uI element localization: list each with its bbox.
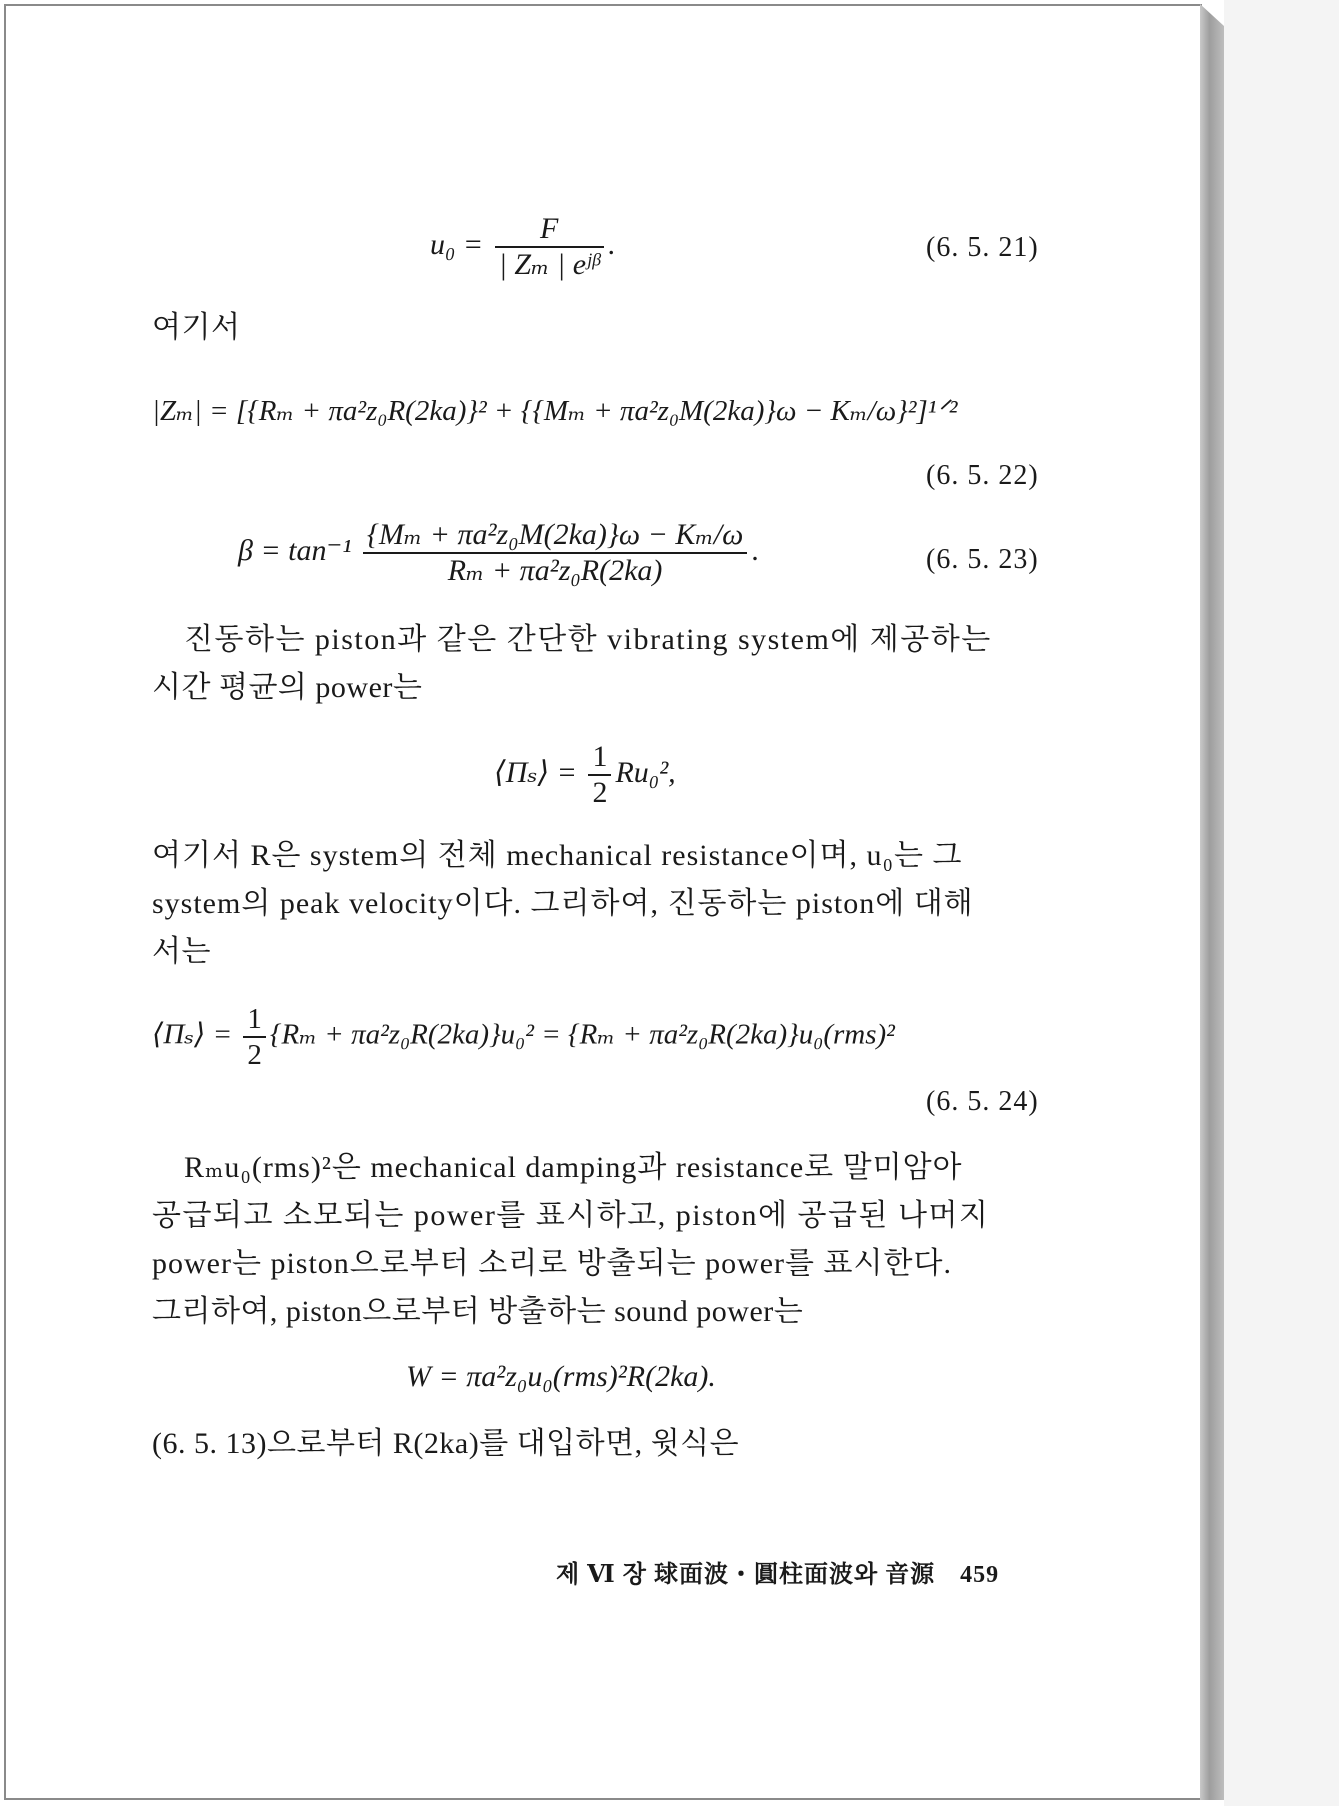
background-margin <box>1224 0 1339 1806</box>
page-edge <box>1200 4 1224 1800</box>
equation-fraction <box>495 212 604 282</box>
equation-lhs: β = tan⁻¹ <box>238 533 352 567</box>
paragraph-line: power는 piston으로부터 소리로 방출되는 power를 표시한다. <box>152 1247 952 1280</box>
paragraph-line: (6. 5. 13)으로부터 R(2ka)를 대입하면, 윗식은 <box>152 1427 740 1460</box>
fraction-denominator: 2 <box>592 776 608 809</box>
equation-rhs: {Rₘ + πa²z₀R(2ka)}u₀² = {Rₘ + πa²z₀R(2ka)}u₀(rms)² <box>269 1018 895 1051</box>
equation-lhs: ⟨Πₛ⟩ = <box>494 755 577 789</box>
paragraph-line: 여기서 R은 system의 전체 mechanical resistance이며, u₀는 그 <box>152 839 963 872</box>
equation-lhs: ⟨Πₛ⟩ = <box>152 1018 233 1051</box>
fraction-numerator: {Mₘ + πa²z₀M(2ka)}ω − Kₘ/ω <box>363 518 747 554</box>
paragraph-line: Rₘu₀(rms)²은 mechanical damping과 resistance로 말미암아 <box>184 1151 963 1184</box>
equation-fraction <box>588 740 611 810</box>
paragraph-line: 시간 평균의 power는 <box>152 671 423 704</box>
chapter-title: 제 Ⅵ 장 球面波・圓柱面波와 音源 <box>556 1562 936 1588</box>
paragraph-line: 그리하여, piston으로부터 방출하는 sound power는 <box>152 1295 804 1328</box>
equation-6-5-22: |Zₘ| = [{Rₘ + πa²z₀R(2ka)}² + {{Mₘ + πa²z₀M(2ka)}ω − Kₘ/ω}²]¹ᐟ² <box>152 395 958 427</box>
paragraph-line: 서는 <box>152 935 211 968</box>
equation-fraction <box>243 1002 266 1072</box>
paragraph-text: 여기서 <box>152 311 241 344</box>
equation-number: (6. 5. 21) <box>926 232 1039 263</box>
fraction-numerator: 1 <box>243 1002 266 1038</box>
equation-time-average-power <box>494 740 676 810</box>
equation-tail: . <box>751 533 759 567</box>
equation-rhs: Ru₀², <box>615 755 676 789</box>
equation-6-5-23 <box>238 518 759 588</box>
equation-6-5-24 <box>152 1002 895 1072</box>
fraction-denominator: 2 <box>247 1039 262 1071</box>
equation-tail: . <box>607 227 616 261</box>
equation-sound-power: W = πa²z₀u₀(rms)²R(2ka). <box>406 1360 716 1393</box>
fraction-denominator: | Zₘ | eʲᵝ <box>498 248 600 281</box>
equation-6-5-21 <box>430 212 615 282</box>
paragraph-line: system의 peak velocity이다. 그리하여, 진동하는 piston에 대해 <box>152 887 974 920</box>
fraction-numerator: 1 <box>588 740 611 776</box>
page-number: 459 <box>960 1562 1000 1588</box>
equation-number: (6. 5. 22) <box>926 460 1039 491</box>
equation-fraction <box>363 518 747 588</box>
running-footer <box>556 1554 999 1589</box>
equation-lhs: u₀ = <box>430 227 484 261</box>
equation-number: (6. 5. 23) <box>926 544 1039 575</box>
paragraph-line: 진동하는 piston과 같은 간단한 vibrating system에 제공하는 <box>184 623 992 656</box>
equation-number: (6. 5. 24) <box>926 1086 1039 1117</box>
paragraph-line: 공급되고 소모되는 power를 표시하고, piston에 공급된 나머지 <box>152 1199 990 1232</box>
fraction-denominator: Rₘ + πa²z₀R(2ka) <box>447 554 663 587</box>
fraction-numerator: F <box>495 212 604 248</box>
